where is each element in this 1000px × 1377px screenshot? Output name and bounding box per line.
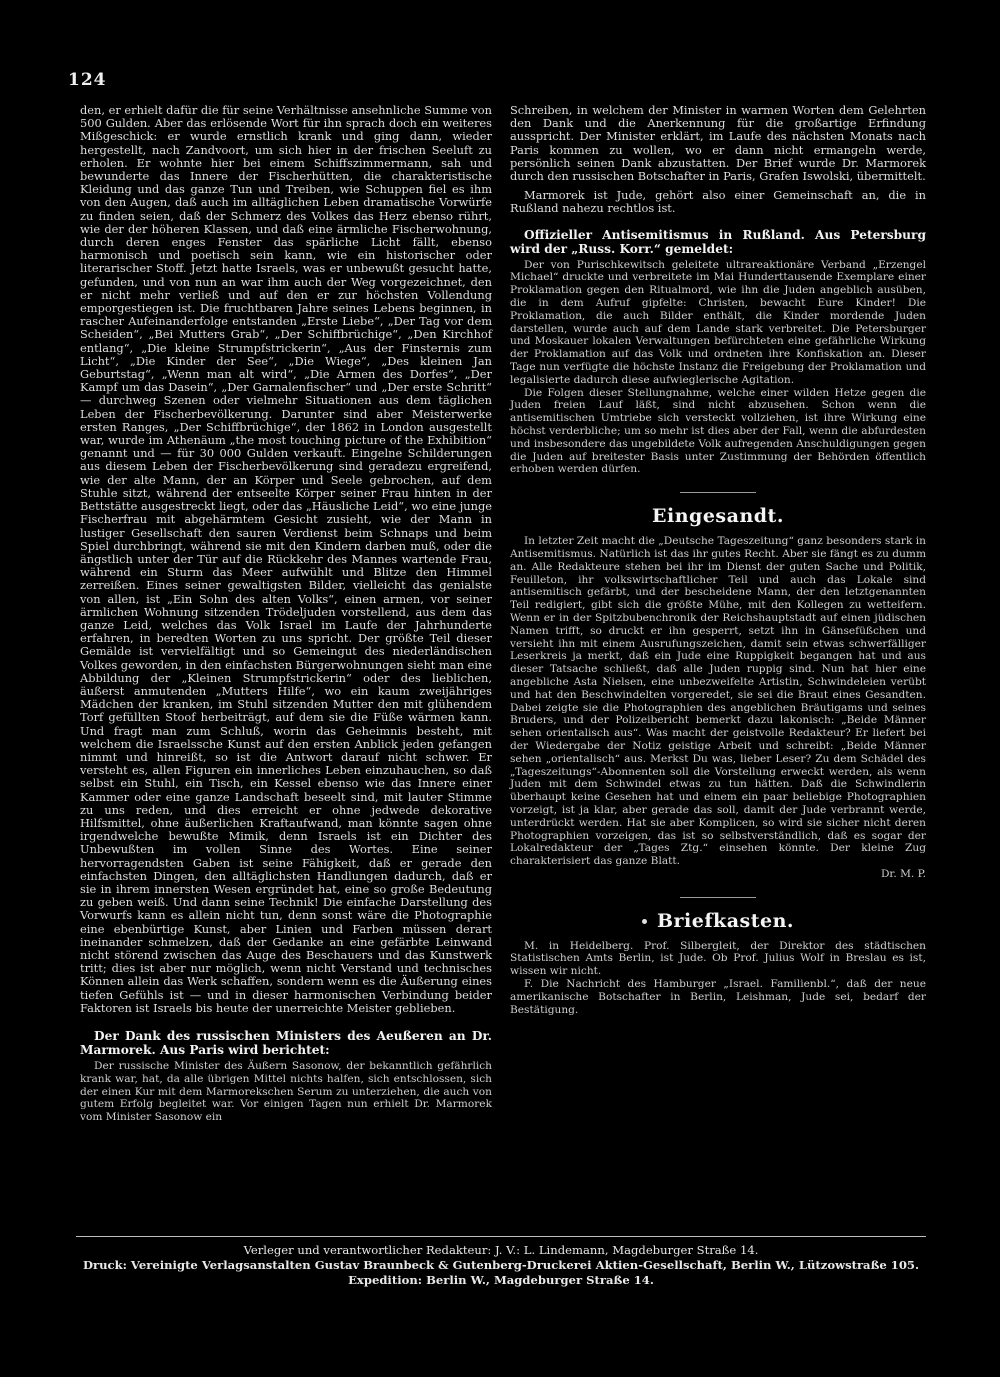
letter-signature: Dr. M. P. [880, 867, 926, 880]
bullet-dot [642, 919, 647, 924]
proclamation-consequences: Die Folgen dieser Stellungnahme, welche einer wilden Hetze gegen die Juden freien Lauf läßt, sind nicht abzusehen. Schon wenn die antisemitischen Umtriebe sich versteckt vollziehen, ist ihre Wirkung eine höchst verderbliche; um so mehr ist dies aber der Fall, wenn die abfurdesten und insbesondere das ungebildete Volk aufregenden Anschuldigungen gegen die Juden auf breitester Basis unter Zustimmung der Behörden öffentlich erhoben werden dürfen. [510, 386, 926, 476]
imprint-publisher: Verleger und verantwortlicher Redakteur: J. V.: L. Lindemann, Magdeburger Straße 14. [243, 1243, 759, 1257]
letterbox-answer-heidelberg: M. in Heidelberg. Prof. Silbergleit, der Direktor des städtischen Statistischen Amts Berlin, ist Jude. Ob Prof. Julius Wolf in Breslau es ist, wissen wir nicht. [510, 939, 926, 978]
section-divider [680, 492, 756, 493]
marmorek-note: Marmorek ist Jude, gehört also einer Gemeinschaft an, die in Rußland nahezu rechtlos ist. [510, 188, 926, 216]
right-column [510, 104, 926, 1016]
letterbox-answer-f: F. Die Nachricht des Hamburger „Israel. Familienbl.“, daß der neue amerikanische Botschafter in Berlin, Leishman, Jude sei, bedarf der Bestätigung. [510, 978, 926, 1016]
briefkasten-label: Briefkasten. [656, 909, 794, 932]
marmorek-headline: Der Dank des russischen Ministers des Aeußeren an Dr. Marmorek. Aus Paris wird berichtet: [80, 1029, 492, 1058]
left-column [80, 104, 492, 1124]
israels-article-continuation: den, er erhielt dafür die für seine Verhältnisse ansehnliche Summe von 500 Gulden. Aber das erlösende Wort für ihn sprach doch ein weiteres Mißgeschick: er wurde ernstlich krank und ging dann, wieder hergestellt, nach Zandvoort, um sich hier in der frischen Seeluft zu erholen. Er wohnte hier bei einem Schiffszimmermann, sah und bewunderte das Innere der Fischerhütten, die charakteristische Kleidung und das ganze Tun und Treiben, wie Schuppen fiel es ihm von den Augen, daß auch im alltäglichen Leben dramatische Vorwürfe zu finden seien, daß der Schmerz des Volkes das Herz ebenso rührt, wie der der höheren Klassen, und daß eine ärmliche Fischerwohnung, durch deren enges Fenster das spärliche Licht fällt, ebenso harmonisch und poetisch sein kann, wie ein historischer oder literarischer Stoff. Jetzt hatte Israels, was er unbewußt gesucht hatte, gefunden, und von nun an war ihm auch der Weg vorgezeichnet, den er nicht mehr verließ und auf den er zur höchsten Vollendung emporgestiegen ist. Die fruchtbaren Jahre seines Lebens beginnen, in rascher Aufeinanderfolge entstanden „Erste Liebe“, „Der Tag vor dem Scheiden“, „Bei Mutters Grab“, „Der Schiffbrüchige“, „Den Kirchhof entlang“, „Die kleine Strumpfstrickerin“, „Aus der Finsternis zum Licht“, „Die Kinder der See“, „Die Wiege“, „Des kleinen Jan Geburtstag“, „Wenn man alt wird“, „Die Armen des Dorfes“, „Der Kampf um das Dasein“, „Der Garnalenfischer“ und „Der erste Schritt“ — durchweg Szenen oder vielmehr Situationen aus dem täglichen Leben der Fischerbevölkerung. Darunter sind aber Meisterwerke ersten Ranges, „Der Schiffbrüchige“, der 1862 in London ausgestellt war, wurde im Athenäum „the most touching picture of the Exhibition“ genannt und — für 30 000 Gulden verkauft. Eingelne Schilderungen aus diesem Leben der Fischerbevölkerung sind geradezu ergreifend, wie der alte Mann, der an Körper und Seele gebrochen, auf dem Stuhle sitzt, während der entseelte Körper seiner Frau hinten in der Bettstätte ausgestreckt liegt, oder das „Häusliche Leid“, wo eine junge Fischerfrau mit abgehärmtem Gesicht zusieht, wie der Mann in lustiger Gesellschaft den sauren Verdienst beim Schnaps und beim Spiel durchbringt, während sie mit den Kindern darben muß, oder die ängstlich unter der Tür auf die Rückkehr des Mannes wartende Frau, während ein Sturm das Meer aufwühlt und Blitze den Himmel zerreißen. Eines seiner gewaltigsten Bilder, vielleicht das genialste von allen, ist „Ein Sohn des alten Volks“, einen armen, vor seiner ärmlichen Wohnung sitzenden Trödeljuden vorstellend, aus dem das ganze Leid, welches das Volk Israel im Laufe der Jahrhunderte erfahren, in beredten Worten zu uns spricht. Der größte Teil dieser Gemälde ist vervielfältigt und so Gemeingut des niederländischen Volkes geworden, in den einfachsten Bürgerwohnungen sieht man eine Abbildung der „Kleinen Strumpfstrickerin“ oder des lieblichen, äußerst anmutenden „Mutters Hilfe“, wo ein kaum zweijähriges Mädchen der kranken, im Stuhl sitzenden Mutter den mit glühendem Torf gefüllten Stoof herbeiträgt, auf dem sie die Füße wärmen kann. Und fragt man zum Schluß, worin das Geheimnis besteht, mit welchem die Israelssche Kunst auf den ersten Anblick jeden gefangen nimmt und hinreißt, so ist die Antwort darauf nicht schwer. Er versteht es, allen Figuren ein innerliches Leben einzuhauchen, so daß selbst ein Stuhl, ein Tisch, ein Kessel ebenso wie das Innere einer Kammer oder eine ganze Landschaft beseelt sind, mit lauter Stimme zu uns reden, und dies erreicht er ohne jedwede dekorative Hilfsmittel, ohne äußerlichen Kraftaufwand, man könnte sagen ohne irgendwelche bewußte Mimik, denn Israels ist ein Dichter des Unbewußten im vollen Sinne des Wortes. Eine seiner hervorragendsten Gaben ist seine Fähigkeit, daß er gerade den einfachsten Dingen, den alltäglichsten Handlungen dadurch, daß er sie in ihrem innersten Wesen ergründet hat, eine so große Bedeutung zu geben weiß. Und dann seine Technik! Die einfache Darstellung des Vorwurfs kann es allein nicht tun, denn sonst wäre die Photographie eine ebenbürtige Kunst, aber Linien und Farben müssen derart ineinander schmelzen, daß der Gedanke an eine gefärbte Leinwand nicht störend zwischen das Auge des Beschauers und das Kunstwerk tritt; dies ist aber nur möglich, wenn nicht Verstand und technisches Können allein das Werk schaffen, sondern wenn es die Äußerung eines tiefen Gefühls ist — und in dieser harmonischen Verbindung beider Faktoren ist Israels bis heute der unerreichte Meister geblieben. [80, 103, 492, 1015]
page-number: 124 [68, 70, 107, 90]
proclamation-report: Der von Purischkewitsch geleitete ultrareaktionäre Verband „Erzengel Michael“ druckte und verbreitete im Mai Hunderttausende Exemplare einer Proklamation gegen den Ritualmord, wie ihn die Juden angeblich ausüben, die in dem Aufruf gipfelte: Christen, bewacht Eure Kinder! Die Proklamation, die auch Bilder enthält, die Kinder mordende Juden darstellen, wurde auch auf dem Lande stark verbreitet. Die Petersburger und Moskauer lokalen Verwaltungen befürchteten eine gefährliche Wirkung der Proklamation auf das Volk und ordneten ihre Konfiskation an. Dieser Tage nun verfügte die höchste Instanz die Freigebung der Proklamation und legalisierte dadurch diese aufwieglerische Agitation. [510, 258, 926, 386]
marmorek-article: Der russische Minister des Äußern Sasonow, der bekanntlich gefährlich krank war, hat, da alle übrigen Mittel nichts halfen, sich entschlossen, sich der einen Kur mit dem Marmorekschen Serum zu unterziehen, die auch von gutem Erfolg begleitet war. Vor einigen Tagen nun erhielt Dr. Marmorek vom Minister Sasonow ein [80, 1060, 492, 1124]
imprint-printer: Druck: Vereinigte Verlagsanstalten Gustav Braunbeck & Gutenberg-Druckerei Aktien-Gesellschaft, Berlin W., Lützowstraße 105. [82, 1258, 920, 1272]
imprint-footer [76, 1236, 926, 1288]
imprint-expedition: Expedition: Berlin W., Magdeburger Straße 14. [348, 1273, 654, 1287]
marmorek-article-continuation: Schreiben, in welchem der Minister in warmen Worten dem Gelehrten den Dank und die Anerkennung für die großartige Erfindung ausspricht. Der Minister erklärt, im Laufe des nächsten Monats nach Paris kommen zu wollen, wo er dann nicht ermangeln werde, persönlich seinen Dank abzustatten. Der Brief wurde Dr. Marmorek durch den russischen Botschafter in Paris, Grafen Iswolski, übermittelt. [510, 103, 926, 184]
section-divider-2 [680, 897, 756, 898]
eingesandt-letter: In letzter Zeit macht die „Deutsche Tageszeitung“ ganz besonders stark in Antisemitismus. Natürlich ist das ihr gutes Recht. Aber sie fängt es zu dumm an. Alle Redakteure stehen bei ihr im Dienst der guten Sache und Politik, Feuilleton, ihr volkswirtschaftlicher Teil und auch das Lokale sind antisemitisch gefärbt, und der bescheidene Mann, der den letztgenannten Teil redigiert, gibt sich die größte Mühe, mit den Kollegen zu wetteifern. Wenn er in der Spitzbubenchronik der Reichshauptstadt auf einen jüdischen Namen trifft, so druckt er ihn gesperrt, setzt ihn in Gänsefüßchen und versieht ihn mit einem Ausrufungszeichen, damit sein etwas schwerfälliger Leserkreis ja merkt, daß ein Jude eine Ruppigkeit begangen hat und aus dieser Tatsache schließt, daß alle Juden ruppig sind. Nun hat hier eine angebliche Asta Nielsen, eine unbezweifelte Artistin, Schwindeleien verübt und hat den Beschwindelten vorgeredet, sie sei die Braut eines Gesandten. Dabei zeigte sie die Photographien des angeblichen Bräutigams und seines Bruders, und der Polizeibericht bemerkt dazu lakonisch: „Beide Männer sehen orientalisch aus“. Was macht der geistvolle Redakteur? Er liefert bei der Wiedergabe der Notiz geistige Arbeit und schreibt: „Beide Männer sehen „orientalisch“ aus. Merkst Du was, lieber Leser? Zu dem Schädel des „Tageszeitungs“-Abonnenten soll die Vorstellung erweckt werden, als wenn Juden mit dem Schwindel etwas zu tun hätten. Daß die Schwindlerin überhaupt keine Gesehen hat und einem ein paar beliebige Photographien vorzeigt, ist ja klar, aber gerade das soll, damit der Jude verbrannt werde, unterdrückt werden. Hat sie aber Komplicen, so wird sie sicher nicht deren Photographien vorzeigen, das ist so selbstverständlich, daß es sogar der Lokalredakteur der „Tages Ztg.“ einsehen könnte. Der kleine Zug charakterisiert das ganze Blatt. [510, 535, 926, 868]
briefkasten-title [510, 910, 926, 932]
eingesandt-title: Eingesandt. [652, 505, 784, 528]
antisemitism-headline: Offizieller Antisemitismus in Rußland. Aus Petersburg wird der „Russ. Korr.“ gemeldet: [510, 227, 926, 256]
